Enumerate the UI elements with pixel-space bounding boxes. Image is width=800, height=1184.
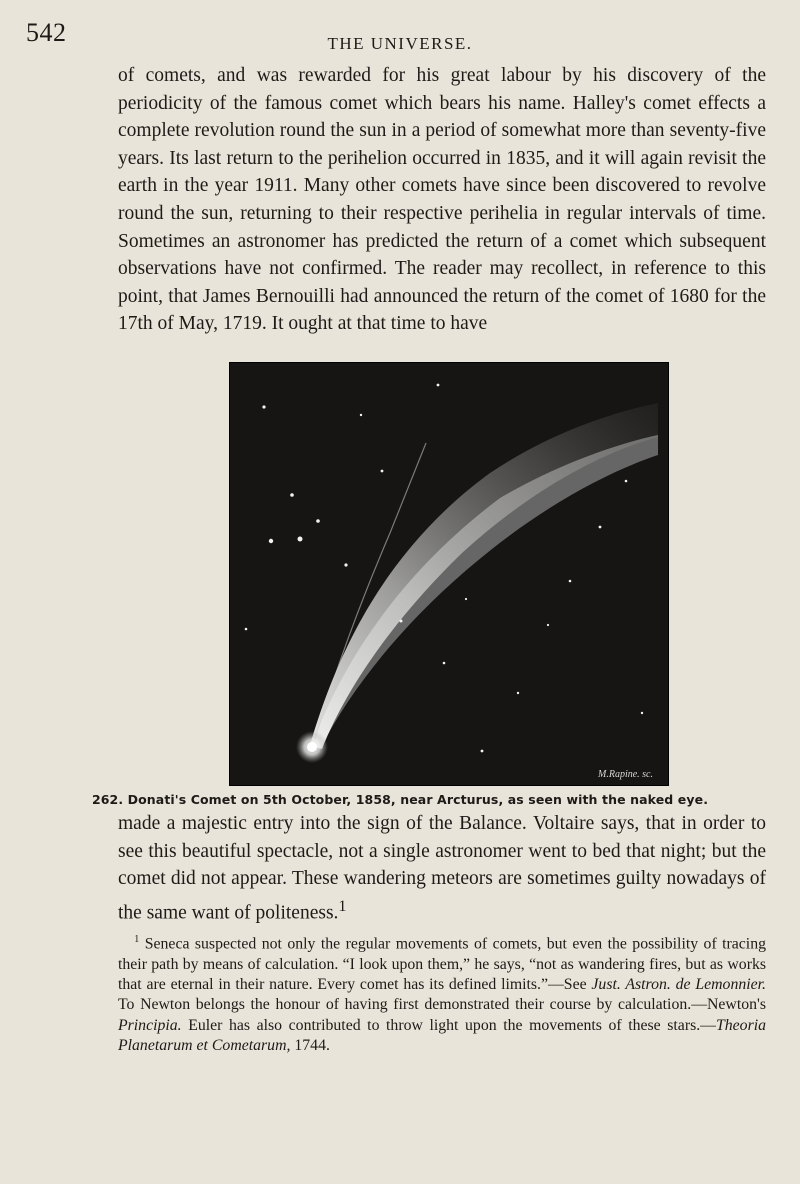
engraver-signature: M.Rapine. sc.	[598, 769, 653, 780]
star	[443, 662, 446, 665]
star	[481, 750, 484, 753]
page-number: 542	[26, 18, 67, 47]
star	[599, 526, 602, 529]
footnote-marker: 1	[134, 934, 140, 945]
comet-illustration	[230, 363, 668, 785]
footnote-year: 1744.	[290, 1037, 330, 1055]
star	[344, 563, 347, 566]
star	[298, 537, 303, 542]
footnote-text-3: Euler has also contributed to throw light upon the movements of these stars.—	[181, 1016, 716, 1034]
footnote-text-2: To Newton belongs the honour of having first demonstrated their course by calculation.—Newton's	[118, 996, 766, 1014]
star	[360, 414, 362, 416]
figure-caption	[0, 792, 800, 807]
star	[316, 519, 320, 523]
star	[269, 539, 273, 543]
comet-nucleus	[307, 742, 317, 752]
star	[465, 598, 467, 600]
star	[625, 480, 628, 483]
footnote-reference: 1	[338, 896, 347, 915]
paragraph-2-text: made a majestic entry into the sign of the Balance. Voltaire says, that in order to see this beautiful spectacle, not a single astronomer went to bed that night; but the comet did not appear. These wandering meteors are sometimes guilty nowadays of the same want of politeness.	[118, 813, 766, 924]
comet-engraving	[229, 362, 669, 786]
star	[400, 620, 403, 623]
paragraph-2	[118, 810, 766, 927]
star	[290, 493, 294, 497]
paragraph-1: of comets, and was rewarded for his great labour by his discovery of the periodicity of the famous comet which bears his name. Halley's comet effects a complete revolution round the sun in a period of somewhat more than seventy-five years. Its last return to the perihelion occurred in 1835, and it will again revisit the earth in the year 1911. Many other comets have since been discovered to revolve round the sun, returning to their respective perihelia in regular intervals of time. Sometimes an astronomer has predicted the return of a comet which subsequent observations have not confirmed. The reader may recollect, in reference to this point, that James Bernouilli had announced the return of the comet of 1680 for the 17th of May, 1719. It ought at that time to have	[118, 65, 766, 335]
footnote	[118, 930, 766, 1057]
footnote-citation-theoria: Theoria Planetarum et Cometarum,	[118, 1016, 766, 1055]
figure-number: 262.	[91, 792, 124, 807]
footnote-text-1: Seneca suspected not only the regular movements of comets, but even the possibility of tracing their path by means of calculation. “I look upon them,” he says, “not as wandering fires, but as works that are eternal in their nature. Every comet has its defined limits.”—See	[118, 935, 766, 994]
footnote-citation-lemonnier: Just. Astron. de Lemonnier.	[591, 976, 766, 994]
star	[641, 712, 643, 714]
running-head: THE UNIVERSE.	[327, 34, 473, 53]
star	[437, 384, 440, 387]
star	[517, 692, 519, 694]
star	[547, 624, 549, 626]
footnote-citation-principia: Principia.	[118, 1016, 182, 1034]
star	[245, 628, 248, 631]
figure-caption-text: Donati's Comet on 5th October, 1858, near Arcturus, as seen with the naked eye.	[127, 792, 709, 807]
star	[381, 470, 384, 473]
star	[569, 580, 572, 583]
star	[262, 405, 265, 408]
